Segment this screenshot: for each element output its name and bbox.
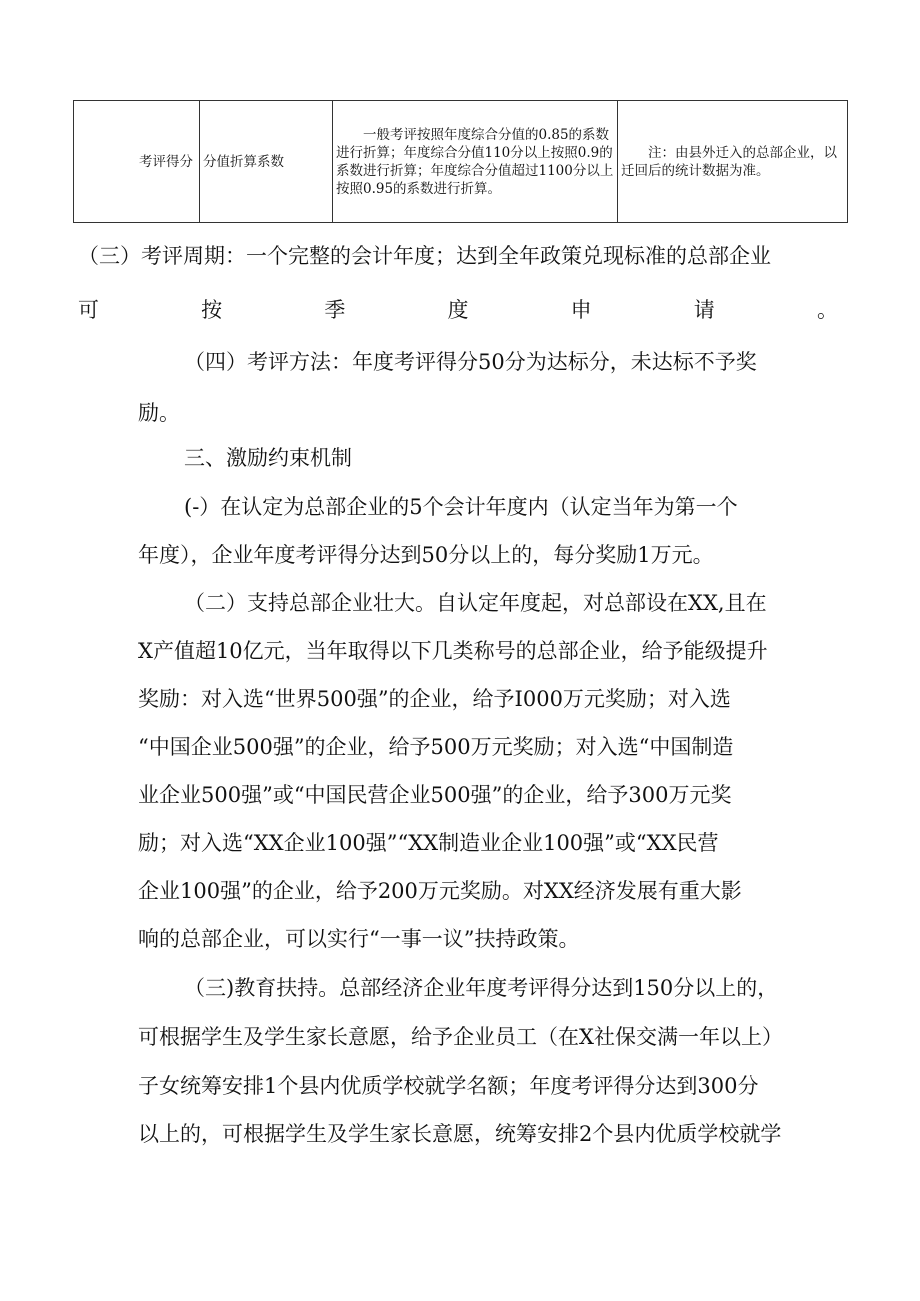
- paragraph-line: 可根据学生及学生家长意愿，给予企业员工（在X社保交满一年以上）: [138, 1025, 783, 1049]
- review-method-line2: 励。: [138, 401, 180, 425]
- item-cell: 分值折算系数: [200, 101, 333, 223]
- spread-char: 请: [693, 298, 715, 322]
- paragraph-line: 奖励：对入选“世界500强”的企业，给予I000万元奖励；对入选: [138, 687, 731, 711]
- note-text: 注：由县外迁入的总部企业，以迁回后的统计数据为准。: [621, 144, 837, 179]
- section-heading: 三、激励约束机制: [184, 446, 352, 470]
- category-cell: 考评得分: [74, 101, 200, 223]
- standard-text: 一般考评按照年度综合分值的0.85的系数进行折算；年度综合分值110分以上按照0.9的系数进行折算；年度综合分值超过1100分以上按照0.95的系数进行折算。: [336, 126, 614, 197]
- spread-char: 按: [201, 298, 223, 322]
- spread-char: 可: [78, 298, 99, 322]
- paragraph-line: （三)教育扶持。总部经济企业年度考评得分达到150分以上的，: [184, 976, 779, 1000]
- paragraph-line: 子女统筹安排1个县内优质学校就学名额；年度考评得分达到300分: [138, 1074, 759, 1098]
- paragraph-line: “中国企业500强”的企业，给予500万元奖励；对入选“中国制造: [138, 735, 734, 759]
- paragraph-line: 企业100强”的企业，给予200万元奖励。对XX经济发展有重大影: [138, 879, 742, 903]
- paragraph-line: (-）在认定为总部企业的5个会计年度内（认定当年为第一个: [184, 495, 738, 519]
- spread-char: 。: [816, 298, 838, 322]
- review-period-line2: [78, 294, 838, 324]
- standard-cell: [333, 101, 618, 223]
- spread-char: 申: [570, 298, 592, 322]
- paragraph-line: （二）支持总部企业壮大。自认定年度起，对总部设在XX,且在: [184, 591, 767, 615]
- paragraph-line: X产值超10亿元，当年取得以下几类称号的总部企业，给予能级提升: [138, 639, 768, 663]
- review-period-line1: （三）考评周期：一个完整的会计年度；达到全年政策兑现标准的总部企业: [78, 244, 771, 268]
- paragraph-line: 以上的，可根据学生及学生家长意愿，统筹安排2个县内优质学校就学: [138, 1122, 782, 1146]
- spread-char: 度: [447, 298, 469, 322]
- paragraph-line: 年度），企业年度考评得分达到50分以上的，每分奖励1万元。: [138, 543, 714, 567]
- paragraph-line: 业企业500强”或“中国民营企业500强”的企业，给予300万元奖: [138, 783, 732, 807]
- note-cell: [618, 101, 848, 223]
- paragraph-line: 励；对入选“XX企业100强”“XX制造业企业100强”或“XX民营: [138, 831, 719, 855]
- review-method-line1: （四）考评方法：年度考评得分50分为达标分，未达标不予奖: [184, 350, 757, 374]
- score-table: [73, 100, 848, 223]
- table-row: [74, 101, 848, 223]
- paragraph-line: 响的总部企业，可以实行“一事一议”扶持政策。: [138, 927, 580, 951]
- spread-char: 季: [324, 298, 346, 322]
